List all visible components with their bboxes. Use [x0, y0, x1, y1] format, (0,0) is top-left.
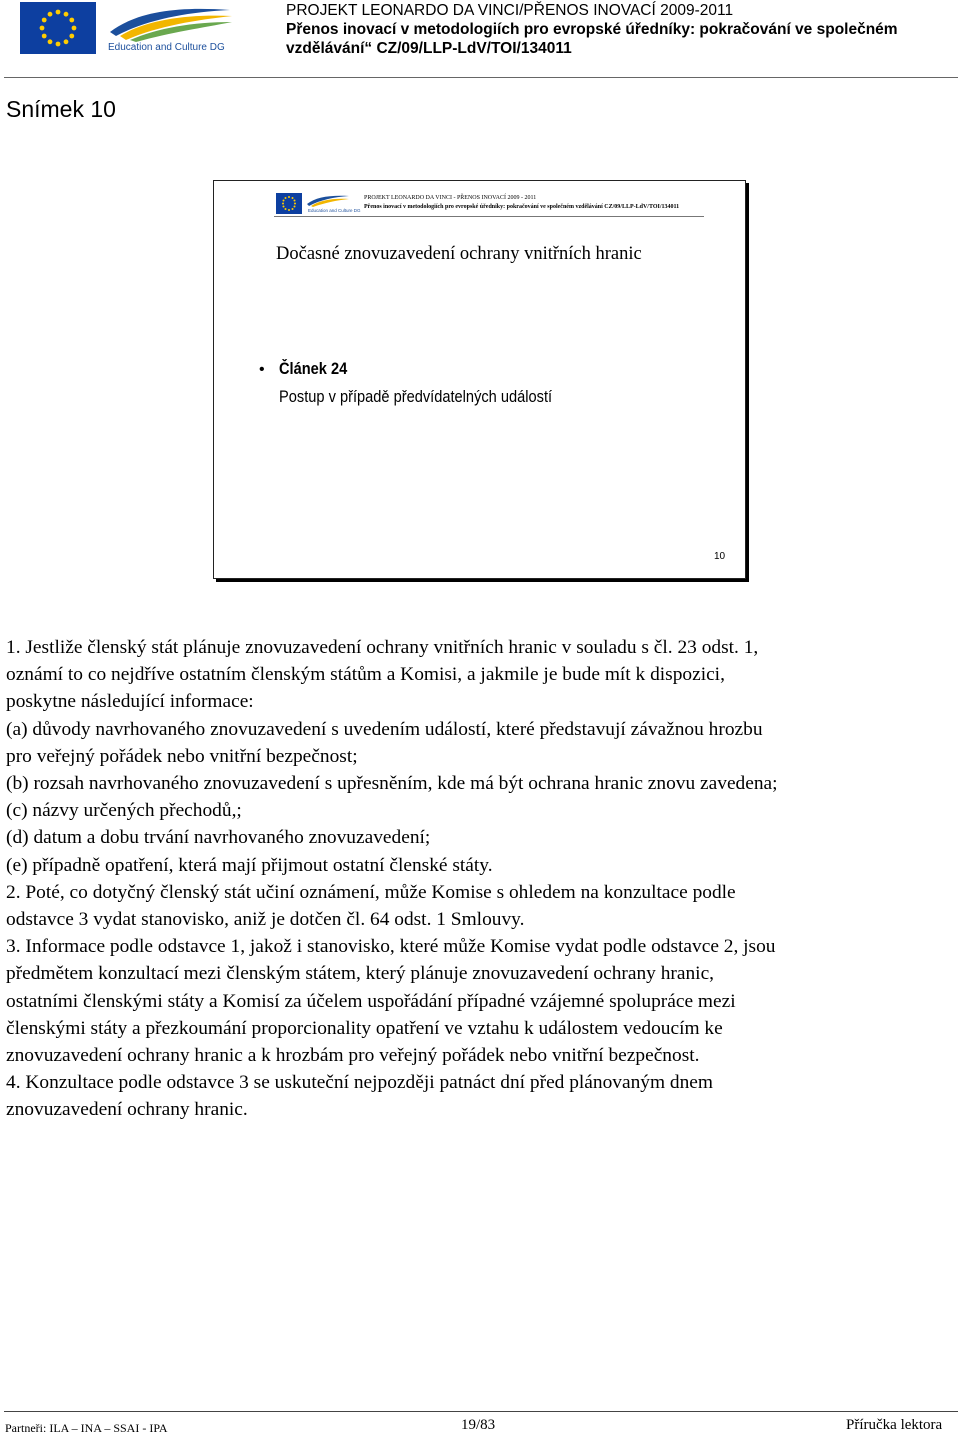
- body-line: 3. Informace podle odstavce 1, jakož i stanovisko, které může Komise vydat podle odstavce 2, jsou: [6, 936, 776, 958]
- slide-dg-swoosh-icon: [306, 193, 350, 207]
- body-text: [6, 634, 956, 1124]
- body-line: (b) rozsah navrhovaného znovuzavedení s upřesněním, kde má být ochrana hranic znovu zavedena;: [6, 773, 778, 795]
- slide-bullet-heading: Článek 24: [279, 359, 348, 378]
- body-line: poskytne následující informace:: [6, 691, 254, 713]
- slide-logo-caption: Education and Culture DG: [308, 208, 361, 213]
- footer-page-number: 19/83: [461, 1417, 496, 1433]
- footer-title: Příručka lektora: [846, 1417, 943, 1433]
- body-line: (c) názvy určených přechodů,;: [6, 800, 242, 822]
- body-line: znovuzavedení ochrany hranic a k hrozbám pro veřejný pořádek nebo vnitřní bezpečnost.: [6, 1045, 700, 1067]
- body-line: pro veřejný pořádek nebo vnitřní bezpečnost;: [6, 745, 358, 767]
- slide-label: Snímek 10: [6, 96, 116, 122]
- body-line: 2. Poté, co dotyčný členský stát učiní oznámení, může Komise s ohledem na konzultace podle: [6, 881, 736, 903]
- header-line-2: Přenos inovací v metodologiích pro evropské úředníky: pokračování ve společném: [286, 21, 898, 38]
- footer-partners: Partneři: ILA – INA – SSAI - IPA: [5, 1421, 168, 1435]
- body-line: znovuzavedení ochrany hranic.: [6, 1099, 248, 1121]
- header-divider: [4, 77, 958, 78]
- slide-bullet-subtext: Postup v případě předvídatelných událostí: [279, 387, 553, 406]
- body-line: oznámí to co nejdříve ostatním členským státům a Komisi, a jakmile je bude mít k dispozici,: [6, 664, 725, 686]
- slide-header: [364, 194, 679, 212]
- slide-eu-flag-icon: [276, 193, 302, 214]
- bullet-icon: •: [259, 361, 265, 378]
- body-line: (e) případně opatření, která mají přijmout ostatní členské státy.: [6, 854, 493, 876]
- body-line: předmětem konzultací mezi členským státem, který plánuje znovuzavedení ochrany hranic,: [6, 963, 715, 985]
- body-line: členskými státy a přezkoumání proporcionality opatření ve vztahu k událostem vedoucím ke: [6, 1017, 723, 1039]
- slide-thumbnail: [213, 180, 746, 579]
- header-logo: [20, 2, 235, 56]
- slide-page-number: 10: [714, 551, 726, 562]
- logo-caption: Education and Culture DG: [108, 42, 225, 53]
- slide-title: Dočasné znovuzavedení ochrany vnitřních hranic: [276, 244, 642, 264]
- slide-header-divider: [274, 216, 704, 217]
- body-line: ostatními členskými státy a Komisí za účelem uspořádání případné vzájemné spolupráce mezi: [6, 990, 736, 1012]
- footer-divider: [4, 1411, 958, 1412]
- body-line: (d) datum a dobu trvání navrhovaného znovuzavedení;: [6, 827, 431, 849]
- body-line: (a) důvody navrhovaného znovuzavedení s uvedením událostí, které představují závažnou hrozbu: [6, 718, 763, 740]
- slide-header-line-1: PROJEKT LEONARDO DA VINCI - PŘENOS INOVACÍ 2009 - 2011: [364, 195, 537, 201]
- body-line: 1. Jestliže členský stát plánuje znovuzavedení ochrany vnitřních hranic v souladu s čl. 23 odst. 1,: [6, 637, 759, 658]
- project-header: [286, 1, 958, 58]
- body-line: odstavce 3 vydat stanovisko, aniž je dotčen čl. 64 odst. 1 Smlouvy.: [6, 909, 525, 931]
- slide-header-line-2: Přenos inovací v metodologiích pro evropské úředníky: pokračování ve společném vzdělávání CZ/09/LLP-LdV/TOI/134011: [364, 204, 680, 210]
- body-line: 4. Konzultace podle odstavce 3 se uskuteční nejpozději patnáct dní před plánovaným dnem: [6, 1072, 714, 1094]
- eu-flag-icon: [20, 2, 96, 54]
- slide-logo: [276, 193, 361, 215]
- header-line-3: vzdělávání“ CZ/09/LLP-LdV/TOI/134011: [286, 40, 572, 57]
- header-line-1: PROJEKT LEONARDO DA VINCI/PŘENOS INOVACÍ 2009-2011: [286, 2, 734, 19]
